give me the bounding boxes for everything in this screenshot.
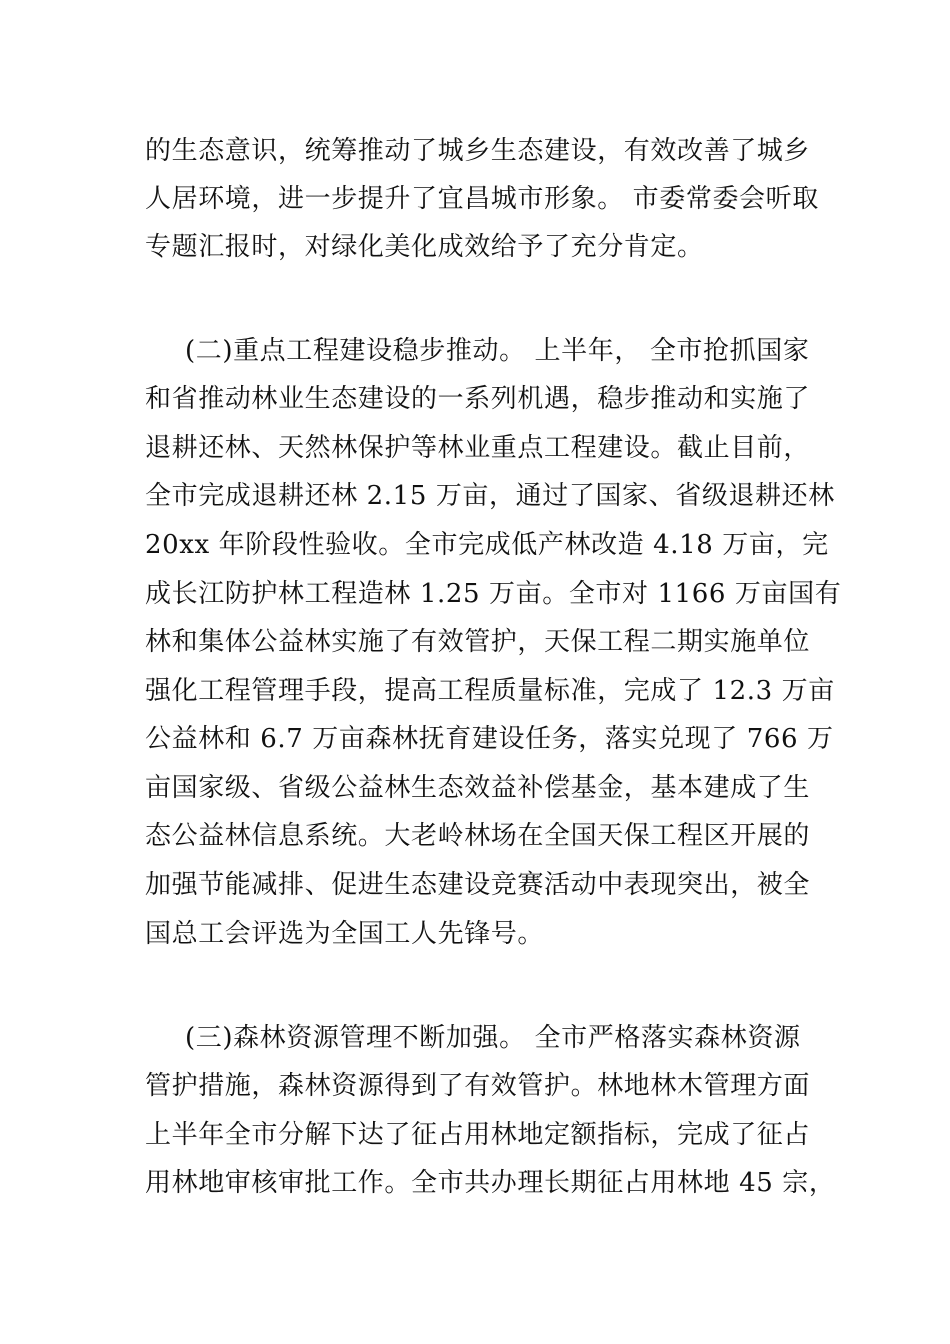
- paragraph-1-line-3: 专题汇报时，对绿化美化成效给予了充分肯定。: [145, 232, 704, 262]
- paragraph-3-line-2: 管护措施，森林资源得到了有效管护。林地林木管理方面: [145, 1071, 811, 1101]
- paragraph-2-line-5: 20xx 年阶段性验收。全市完成低产林改造 4.18 万亩，完: [145, 530, 829, 560]
- paragraph-3-line-3: 上半年全市分解下达了征占用林地定额指标，完成了征占: [145, 1120, 811, 1150]
- paragraph-2-line-7: 林和集体公益林实施了有效管护，天保工程二期实施单位: [145, 627, 811, 657]
- paragraph-2-line-9: 公益林和 6.7 万亩森林抚育建设任务，落实兑现了 766 万: [145, 724, 834, 754]
- paragraph-1-line-2: 人居环境，进一步提升了宜昌城市形象。 市委常委会听取: [145, 184, 819, 214]
- paragraph-3-heading-line: (三)森林资源管理不断加强。 全市严格落实森林资源: [185, 1023, 801, 1053]
- paragraph-2-line-11: 态公益林信息系统。大老岭林场在全国天保工程区开展的: [145, 821, 811, 851]
- paragraph-3-line-4: 用林地审核审批工作。全市共办理长期征占用林地 45 宗，: [145, 1168, 836, 1198]
- paragraph-2-line-10: 亩国家级、省级公益林生态效益补偿基金，基本建成了生: [145, 773, 811, 803]
- paragraph-2-line-4: 全市完成退耕还林 2.15 万亩，通过了国家、省级退耕还林: [145, 481, 835, 511]
- paragraph-2-line-3: 退耕还林、天然林保护等林业重点工程建设。截止目前，: [145, 433, 811, 463]
- paragraph-2-line-12: 加强节能减排、促进生态建设竞赛活动中表现突出，被全: [145, 870, 811, 900]
- paragraph-1-line-1: 的生态意识，统筹推动了城乡生态建设，有效改善了城乡: [145, 136, 811, 166]
- paragraph-2-line-13: 国总工会评选为全国工人先锋号。: [145, 919, 545, 949]
- paragraph-2-line-8: 强化工程管理手段，提高工程质量标准，完成了 12.3 万亩: [145, 676, 835, 706]
- paragraph-2-line-2: 和省推动林业生态建设的一系列机遇，稳步推动和实施了: [145, 384, 811, 414]
- paragraph-2-line-6: 成长江防护林工程造林 1.25 万亩。全市对 1166 万亩国有: [145, 579, 842, 609]
- paragraph-2-heading-line: (二)重点工程建设稳步推动。 上半年， 全市抢抓国家: [185, 336, 810, 366]
